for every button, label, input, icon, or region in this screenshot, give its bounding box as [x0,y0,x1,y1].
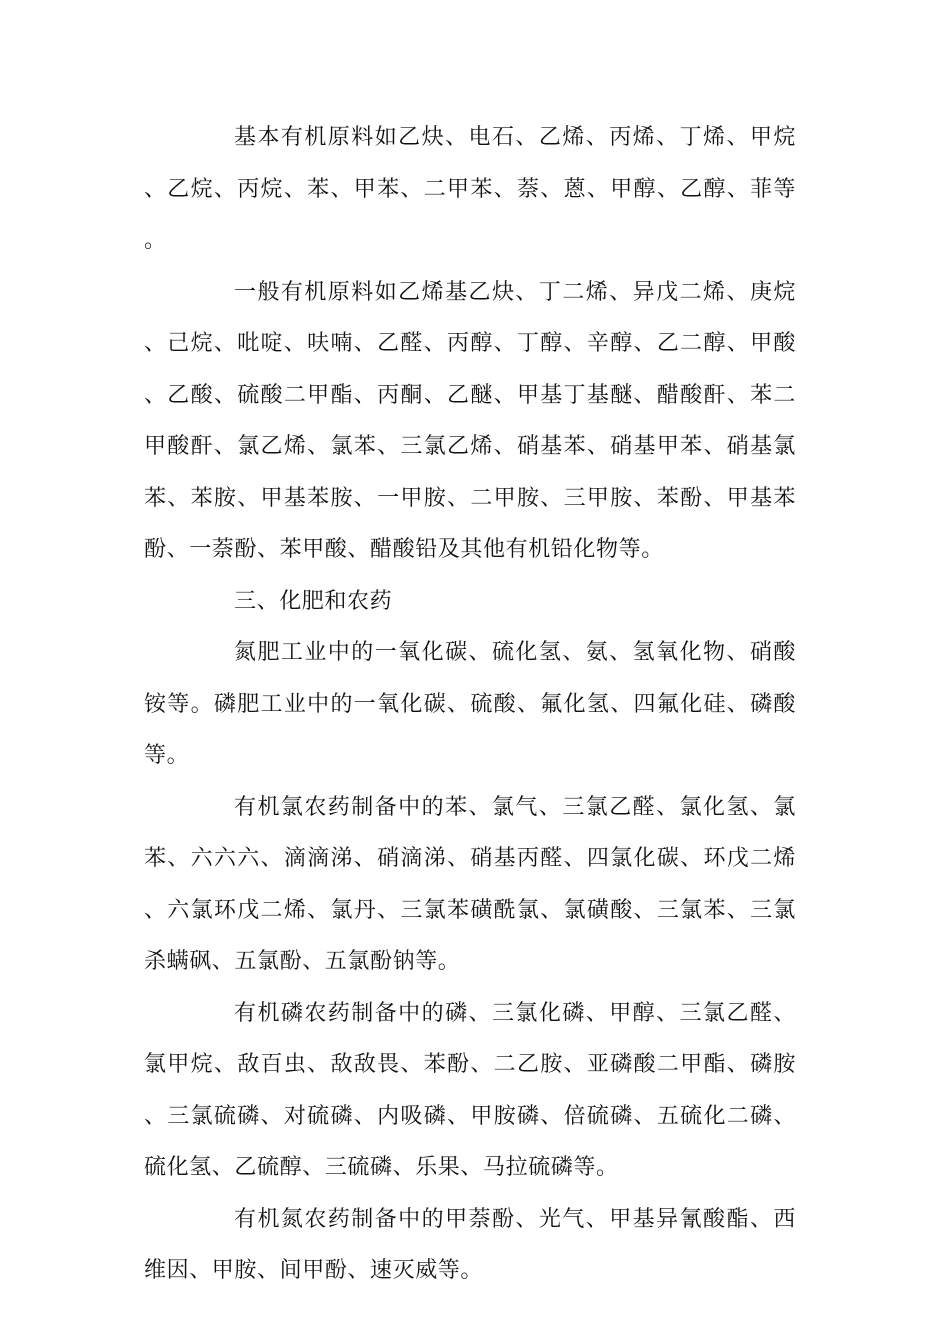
section-heading-fertilizers-pesticides: 三、化肥和农药 [234,588,393,614]
paragraph-organonitrogen-pesticides: 有机氮农药制备中的甲萘酚、光气、甲基异氰酸酯、西维因、甲胺、间甲酚、速灭威等。 [144,1206,796,1283]
paragraph-organophosphorus-pesticides: 有机磷农药制备中的磷、三氯化磷、甲醇、三氯乙醛、氯甲烷、敌百虫、敌敌畏、苯酚、二乙胺、亚磷酸二甲酯、磷胺、三氯硫磷、对硫磷、内吸磷、甲胺磷、倍硫磷、五硫化二磷、硫化氢、乙硫醇、三硫磷、乐果、马拉硫磷等。 [144,1000,796,1180]
paragraph-organochlorine-pesticides: 有机氯农药制备中的苯、氯气、三氯乙醛、氯化氢、氯苯、六六六、滴滴涕、硝滴涕、硝基丙醛、四氯化碳、环戊二烯、六氯环戊二烯、氯丹、三氯苯磺酰氯、氯磺酸、三氯苯、三氯杀螨砜、五氯酚、五氯酚钠等。 [144,794,796,974]
paragraph-fertilizer-industry: 氮肥工业中的一氧化碳、硫化氢、氨、氢氧化物、硝酸铵等。磷肥工业中的一氧化碳、硫酸、氟化氢、四氟化硅、磷酸等。 [144,640,796,768]
paragraph-basic-organic-materials: 基本有机原料如乙炔、电石、乙烯、丙烯、丁烯、甲烷、乙烷、丙烷、苯、甲苯、二甲苯、萘、蒽、甲醇、乙醇、菲等。 [144,125,796,253]
document-body [144,112,796,1297]
paragraph-general-organic-materials: 一般有机原料如乙烯基乙炔、丁二烯、异戊二烯、庚烷、己烷、吡啶、呋喃、乙醛、丙醇、丁醇、辛醇、乙二醇、甲酸、乙酸、硫酸二甲酯、丙酮、乙醚、甲基丁基醚、醋酸酐、苯二甲酸酐、氯乙烯、氯苯、三氯乙烯、硝基苯、硝基甲苯、硝基氯苯、苯胺、甲基苯胺、一甲胺、二甲胺、三甲胺、苯酚、甲基苯酚、一萘酚、苯甲酸、醋酸铅及其他有机铅化物等。 [144,279,796,562]
